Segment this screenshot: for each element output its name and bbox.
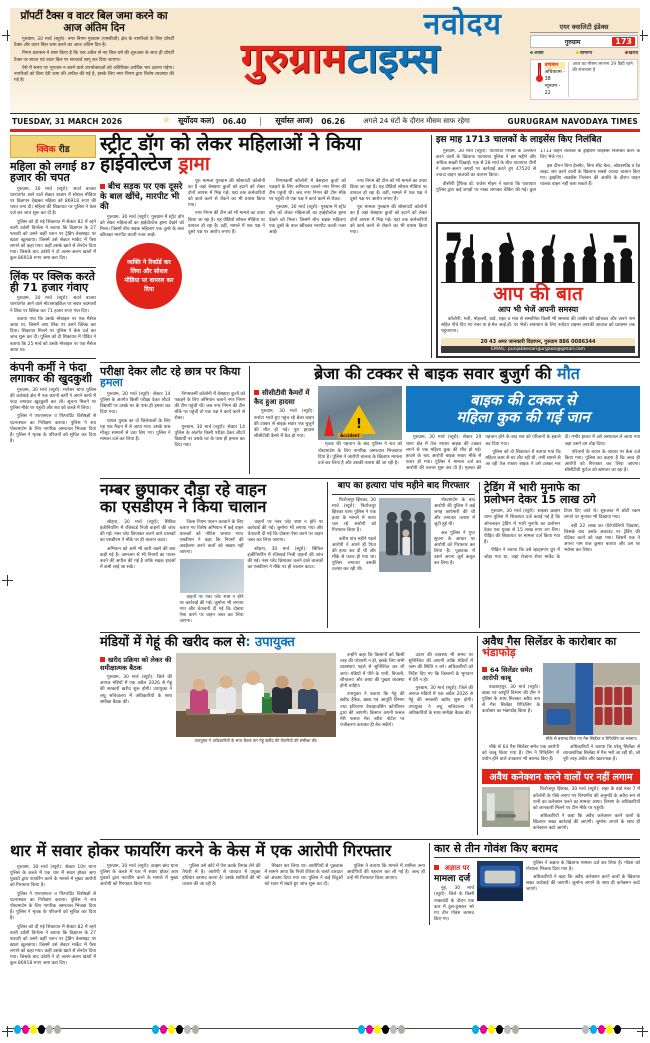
sunset-label: सूर्यास्त आज) bbox=[275, 116, 314, 125]
sdm-headline-2: का एसडीएम ने किया चालान bbox=[100, 497, 267, 517]
left-story2-headline: लिंक पर क्लिक करते ही 71 हजार गंवाए bbox=[10, 269, 95, 294]
newspaper-logo bbox=[160, 7, 520, 82]
license-p3: इस दौरान बिना हेलमेट, बिना सीट बेल्ट, ओवरस्पीड व रेड लाइट जंप करने वालों के खिलाफ सबसे ज्यादा चालान किए गए। ड्राइविंग लाइसेंस निलंबन की अवधि के दौरान वाहन चालक वाहन नहीं चला सकते हैं। bbox=[540, 163, 640, 187]
right-rail-top bbox=[436, 135, 640, 358]
content-grid bbox=[10, 135, 640, 925]
thar-body: गुरुग्राम, 30 मार्च (ब्यूरो): क्राइम ब्रांच थाना पुलिस के कब्जे में थार में सवार होकर आए युवकों द्वारा फायरिंग करने के मामले में मुख्य आरोपी को गिरफ्तार किया गया। पुलिस उसे कोर्ट में पेश करके रिमांड लेने की तैयारी में है। आरोपी से वारदात में प्रयुक्त हथियार बरामद करना है। उसके साथियों की भी तलाश की जा रही है। शिकार कर लिया था। आरोपियों से पूछताछ में सामने आया कि निजी रंजिश के चलते वारदात को अंजाम दिया गया था। पुलिस ने कई बिंदुओं को ध्यान में रखते हुए जांच शुरू कर दी। पुलिस ने बताया कि मामले में शामिल अन्य आरोपियों की पहचान कर ली गई है। जल्द ही उन्हें भी गिरफ्तार किया जाएगा। bbox=[100, 863, 425, 887]
left-story1-headline: महिला को लगाई 87 हजार की चपत bbox=[10, 160, 96, 185]
aqi-legend-good: अच्छा bbox=[530, 50, 544, 56]
temperature-widget bbox=[530, 59, 638, 100]
brezza-band bbox=[254, 363, 640, 475]
masthead-story-p2: निगम प्रशासन ने स्पष्ट किया है कि एक अप्रैल से नए बिल वर्ष की शुरुआत के साथ ही प्रॉपर्टी टैक्स पर ब्याज एवं वाटर बिल पर सरचार्ज लागू कर दिया जाएगा। bbox=[14, 51, 174, 63]
lead-story-col3 bbox=[269, 179, 346, 312]
aap-ki-baat-body: कॉलोनी, गली, मोहल्लों, वार्ड, शहर व गांव से सम्बन्धित किसी भी समस्या की तस्वीर को खींचकर और अपने नाम सहित नीचे दिए गए नंबर या ई-मेल आई.डी. पर भेजें। समाधान के लिए नवोदय टाइम्स आपकी आवाज को प्रशासन तक पहुंचाएगा। bbox=[441, 317, 635, 335]
aap-ki-baat-email: EMAIL: punjabkesarigurgaon@gmail.com bbox=[441, 346, 635, 353]
illegal-conn-body: फिरोजपुर झिरका, 30 मार्च (ब्यूरो): शहर के वार्ड नंबर 7 में कॉलोनी के पीछे लगाए गए विभागीय की अनुमति के अवैध रूप से पानी का कनेक्शन करने का मामला आया। विभाग के अधिकारियों को जानकारी मिलने पर टीम मौके पर पहुंची। अधिकारियों ने कहा कि अवैध कनेक्शन करने वालों के खिलाफ सख्त कार्रवाई की जाएगी। जुर्माना लगाने के साथ ही कनेक्शन काटे जाएंगे। bbox=[533, 787, 640, 832]
green-dot-icon bbox=[530, 51, 533, 54]
murderer-photo bbox=[379, 498, 431, 576]
thermometer-icon bbox=[533, 62, 543, 97]
murderer-col1: फिरोजपुर झिरका, 30 मार्च (ब्यूरो): फिरोजपुर झिरका थाना पुलिस ने एक हत्या के मामले में फरार चल रहे आरोपी को गिरफ्तार किया है। करीब पांच महीने पहले आरोपी ने अपने ही पिता की हत्या कर दी थी और मौके से फरार हो गया था। पुलिस लगातार उसकी तलाश कर रही थी। bbox=[332, 497, 376, 573]
trading-headline-1: ट्रेडिंग में भारी मुनाफे का bbox=[484, 481, 580, 495]
aap-ki-baat-title: आप की बात bbox=[493, 283, 583, 305]
warning-triangle-icon bbox=[342, 405, 376, 434]
aqi-legend-moderate: सामान्य bbox=[576, 50, 592, 56]
left-story3-p1: गुरुग्राम, 30 मार्च (ब्यूरो): मानेसर थाना पुलिस की कार्रवाई क्षेत्र में एक कंपनी कर्मी ने अपने कमरे में फंदा लगाकर खुदकुशी कर ली। सूचना मिलने पर पुलिस मौके पर पहुंची और शव को कब्जे में लिया। bbox=[10, 387, 96, 411]
sdm-col2: जिला नियम पालन करवाने के लिए चलाए गए विशेष अभियान में कई वाहन चालकों को नोटिस थमाया गया। एसडीएम ने कहा कि नियमों की अवहेलना करने वालों को बख्शा नहीं जाएगा। वाहनों पर नंबर प्लेट स्पष्ट न होने पर कार्रवाई की गई। जुर्माना भी लगाया गया और चेतावनी दी गई कि दोबारा ऐसा करने पर वाहन जब्त कर लिया जाएगा। bbox=[179, 519, 244, 625]
cook-body: गुरुग्राम, 30 मार्च (ब्यूरो): सेक्टर 29 थाना क्षेत्र में तेज रफ्तार बाइक की टक्कर लगने से एक महिला कुक की मौत हो गई। हादसे के बाद आरोपी बाइक सवार मौके से फरार हो गया। पुलिस ने मामला दर्ज कर आरोपी की तलाश शुरू कर दी है। मृतका की पहचान होने के बाद शव को परिजनों के हवाले कर दिया गया। पुलिस को दी शिकायत में बताया गया कि महिला काम से घर लौट रही थी, तभी सामने से आ रही तेज रफ्तार बाइक ने उसे टक्कर मार दी। गंभीर हालत में उसे अस्पताल ले जाया गया जहां उसने दम तोड़ दिया। परिजनों के बयान के आधार पर केस दर्ज किया गया। पुलिस का कहना है कि जल्द ही आरोपी को गिरफ्तार कर लिया जाएगा। सीसीटीवी फुटेज को खंगाला जा रहा है। bbox=[406, 435, 640, 474]
date-strip bbox=[10, 113, 640, 132]
lead-p1: गुरुग्राम, 30 मार्च (ब्यूरो): गुरुग्राम में स्ट्रीट डॉग को लेकर महिलाओं का हाईवोल्टेज ड्रामा देखने को मिला। जिसमें बीच सड़क महिलाएं एक दूसरे के बाल खींचकर मारपीट करती नजर आईं। bbox=[100, 214, 184, 238]
license-p2: डीसीपी ट्रैफिक डॉ. राजेश मोहन ने बताया कि यातायात पुलिस द्वारा कई जगहों पर नाका लगाकर चेकिंग की गई। कुल 1713 वाहन चालकों के ड्राइविंग लाइसेंस निलंबित करने के लिए भेजे गए। bbox=[436, 149, 640, 194]
temp-note: आज का मौसम लगभग 29 डिग्री रहने की संभावना है bbox=[572, 62, 633, 73]
masthead-story-headline: प्रॉपर्टी टैक्स व वाटर बिल जमा करने का आज अंतिम दिन bbox=[20, 10, 168, 34]
cow-story bbox=[434, 843, 640, 925]
cow-car-photo bbox=[477, 861, 523, 901]
sunrise-label: सूर्योदय कल) bbox=[178, 116, 215, 125]
sun-times bbox=[162, 116, 345, 126]
aqi-legend-poor: खराब bbox=[625, 50, 638, 56]
weather-forecast: अगले 24 घंटों के दौरान मौसम साफ रहेगा bbox=[363, 116, 470, 125]
aap-ki-baat-subtitle: आप भी भेजें अपनी समस्या bbox=[497, 305, 579, 314]
exam-p1: गुरुग्राम, 30 मार्च (ब्यूरो): सेक्टर 14 पुलिस के अंतर्गत किसी परीक्षा देकर लौटते विद्यार्थी पर उसके घर के पास ही हमला कर दिया गया। bbox=[100, 391, 171, 415]
exam-p4: गुरुग्राम, 30 मार्च (ब्यूरो): सेक्टर 14 पुलिस के अंतर्गत किसी परीक्षा देकर लौटते विद्यार्थी पर उसके घर के पास ही हमला कर दिया गया। bbox=[174, 424, 245, 448]
aap-ki-baat-phone: 20 43 अमर जानकारी विज्ञापन, गुरुग्राम 886 0086344 bbox=[441, 338, 635, 346]
gas-headline: अवैध गैस सिलेंडर के कारोबार का भंडाफोड़ bbox=[482, 634, 617, 660]
exam-story-body bbox=[100, 392, 245, 449]
gas-body: मौके से 64 गैस सिलेंडर समेत एक आरोपी को काबू किया गया है। टीम ने रिफिलिंग में प्रयोग होने वाले उपकरण भी बरामद किए हैं। अधिकारियों ने बताया कि घरेलू सिलेंडर से व्यावसायिक सिलेंडर में गैस भरी जा रही थी, जो पूरी तरह अवैध और खतरनाक है। bbox=[482, 744, 640, 762]
lead-p2b: नगर निगम की टीम को भी मामले का उधार किया जा रहा है। यह वीडियो सोशल मीडिया पर वायरल हो रहा है। वहीं, मामले में एक पक्ष ने दूसरे पक्ष पर आरोप लगाए हैं। bbox=[188, 211, 265, 235]
trading-story bbox=[484, 482, 640, 627]
quick-read-banner bbox=[10, 135, 96, 158]
masthead-top-story bbox=[14, 10, 174, 86]
red-dot-icon bbox=[625, 51, 628, 54]
left-story2-p2: बताया गया कि उसके मोबाइल पर एक मैसेज आया था, जिसमें आए लिंक पर उसने क्लिक कर दिया। शिकायत मिलने पर पुलिस ने केस दर्ज कर जांच शुरू कर दी। पुलिस को दी शिकायत में पीड़ित ने बताया कि 25 मार्च को उसके मोबाइल पर एक मैसेज आया था। bbox=[10, 317, 96, 353]
license-story-body bbox=[436, 149, 640, 219]
sdm-story bbox=[100, 482, 328, 627]
lead-p2: पूरा मामला गुरुग्राम की सोसायटी कॉलोनी का है जहां बेसहारा कुत्तों को हटाने को लेकर दोनों आपस में भिड़ गई। यहां तक कर्मचारियों को कार्य करने से रोकने का भी प्रयास किया गया। bbox=[188, 178, 265, 208]
quick-read-label-black: रीड bbox=[58, 145, 70, 155]
aqi-widget bbox=[530, 22, 638, 100]
murderer-col2: पोस्टमार्टम के बाद आरोपी की पुलिस ने कई जगह छापेमारी की थी और लगातार तलाश में जुटी हुई थी। अब पुलिस ने गुप्त सूचना के आधार पर आरोपी को गिरफ्तार कर लिया है। पूछताछ में उसने अपना जुर्म कबूल कर लिया है। bbox=[434, 497, 475, 567]
sdm-headline-1: नम्बर छुपाकर दौड़ा रहे वाहन bbox=[100, 480, 267, 500]
lead-story-col1 bbox=[100, 215, 184, 239]
cook-bluebox bbox=[406, 386, 640, 432]
gas-subhead: 64 सिलेंडर समेत आरोपी काबू bbox=[482, 666, 540, 682]
cow-subhead-wrap: अज्ञात पर मामला दर्ज नूंह, 30 मार्च (ब्यूरो): जिले के किसी नाकाबंदी के दौरान एक कार में ठूंस-ठूंसकर भरे गए तीन गोवंश बरामद किए गए। bbox=[434, 863, 474, 922]
temp-min: न्यूनतम - 22 bbox=[544, 84, 561, 96]
temp-label: तापमान bbox=[545, 62, 566, 69]
aap-ki-baat-box bbox=[436, 222, 640, 358]
gas-photo-wrap bbox=[543, 663, 640, 743]
exam-attack-story bbox=[100, 366, 250, 475]
gas-story bbox=[482, 636, 640, 835]
left-story3-headline: कंपनी कर्मी ने फंदा लगाकर की खुदकुशी bbox=[10, 360, 93, 386]
cow-photo-wrap bbox=[477, 861, 523, 926]
lead-story-callout: व्यक्ति ने रिकॉर्ड कर लिया और सोशल मीडिया पर वायरल कर दिया bbox=[116, 243, 182, 309]
lead-story-headline: स्ट्रीट डॉग को लेकर महिलाओं ने किया हाईवोल्टेज ड्रामा bbox=[100, 133, 362, 175]
left-story1-body bbox=[10, 187, 96, 263]
aqi-title: एयर क्वालिटी इंडेक्स bbox=[530, 22, 638, 33]
license-p1: गुरुग्राम, 30 मार्च (ब्यूरो): यातायात नियमों के उल्लंघन करने वालों के खिलाफ यातायात पुलिस ने इस महीने और अधिक सख्ती दिखाई। एक से 28 मार्च के बीच यातायात टीमों ने अलग-अलग जगहों पर कार्रवाई करते हुए 47520 से ज्यादा वाहन चालकों का चालान किया। bbox=[436, 149, 536, 179]
gas-photo-caption: मौके से बरामद किए गए गैस सिलेंडर व रिफिलिंग का सामान। bbox=[545, 735, 638, 741]
accident-photo bbox=[318, 386, 402, 440]
cook-story bbox=[406, 386, 640, 474]
masthead-story-p3: ऐसे में समय पर भुगतान न करने वाले उपभोक्ताओं को अतिरिक्त आर्थिक भार उठाना पड़ेगा। नागरिकों को बिना देरी जमा की अपील की गई है, इसके लिए नगर निगम द्वारा विशेष व्यवस्था की गई है। bbox=[14, 65, 174, 84]
mandi-photo-caption: उपायुक्त ने अधिकारियों के साथ बैठक कर गेहूं खरीद की तैयारियों की समीक्षा की। bbox=[194, 738, 318, 744]
quick-read-label-red: क्विक bbox=[36, 145, 56, 155]
exam-p3: निगमकर्मी कॉलोनी में बेसहारा कुत्तों को पकड़ने के लिए अभियान चलाने नगर निगम की टीम पहुंची थी। जब नगर निगम की टीम मौके पर पहुंची तो एक पक्ष ने कार्य करने से रोका। bbox=[174, 391, 245, 422]
brezza-subhead: सीसीटीवी कैमरों में कैद हुआ हादसा bbox=[254, 389, 314, 406]
sdm-col3: वाहनों पर नंबर प्लेट स्पष्ट न होने पर कार्रवाई की गई। जुर्माना भी लगाया गया और चेतावनी दी गई कि दोबारा ऐसा करने पर वाहन जब्त कर लिया जाएगा। सोहना, 30 मार्च (ब्यूरो): सिविल इंजीनियरिंग में रजिस्टर्ड निजी वाहनों की जांच की गई। नंबर प्लेट छिपाकर चलने वाले चालकों का एसडीएम ने मौके पर ही चालान काटा। bbox=[247, 519, 323, 570]
mandi-meeting-photo bbox=[176, 653, 336, 737]
mandi-col1: खरीद प्रक्रिया को लेकर की समीक्षात्मक बैठक गुरुग्राम, 30 मार्च (ब्यूरो): जिले की अनाज मंडियों में एक अप्रैल 2026 से गेहूं की सरकारी खरीद शुरू होगी। उपायुक्त ने लघु सचिवालय में अधिकारियों के साथ समीक्षा बैठक की। bbox=[100, 656, 172, 705]
left-story2-p1: गुरुग्राम, 30 मार्च (ब्यूरो): सदर्न बाजार थानांतर्गत आने वाले मोटरसाइकिल पर सवार बदमाशों ने लिंक पर क्लिक कर 71 हजार रुपए गंवा दिए। bbox=[10, 296, 96, 314]
aqi-legend bbox=[530, 50, 638, 56]
temperature-values bbox=[543, 62, 570, 97]
gas-cylinder-photo bbox=[543, 663, 640, 735]
sdm-photo bbox=[180, 559, 244, 593]
lead-p3b: गुरुग्राम, 30 मार्च (ब्यूरो): गुरुग्राम में स्ट्रीट डॉग को लेकर महिलाओं का हाईवोल्टेज ड्रामा देखने को मिला। जिसमें बीच सड़क महिलाएं एक दूसरे के बाल खींचकर मारपीट करती नजर आईं। bbox=[269, 205, 346, 235]
exam-p2: घायल युवक का दो जिलेबाजों के लिए यह एक मैदान में ले जाया गया। उसके पास मौजूद सामानों से उठा लिए गए। पुलिस ने मामला दर्ज कर लिया है। bbox=[100, 418, 171, 442]
illegal-conn-photo-wrap bbox=[482, 787, 530, 835]
trading-body: गुरुग्राम, 30 मार्च (ब्यूरो): साइबर क्राइम थाना पुलिस में शिकायत दर्ज कराई गई है कि ऑनलाइन ट्रेडिंग में भारी मुनाफे का प्रलोभन देकर एक युवक से 15 लाख रुपए ठग लिए। पीड़ित की शिकायत पर मामला दर्ज किया गया है। पीड़ित ने बताया कि उसे व्हाट्सएप ग्रुप में जोड़ा गया था, जहां रोजाना शेयर मार्केट के टिप्स दिए जाते थे। शुरुआत में छोटी रकम लगाने पर मुनाफा भी दिखाया गया। वहीं 22 लाख का पोर्टफोलियो दिखाया, जिसके बाद उसके अकाउंट पर ट्रेडिंग की प्रोटेक्ट करने को कहा गया। जिसमें एक ने अपना नाम राज कुमार बताया और उस पर भरोसा कर लिया। bbox=[484, 509, 640, 560]
left-story1-p2: पुलिस को दी गई शिकायत में सेक्टर 82 में रहने वाली उर्वशी विनोला ने बताया कि विज्ञापन के 27 फरवरी को उसने कहीं प्लान पर ट्रेडिंग वेबसाइट पर खाता खुलवाया। जिसमें उसे सेक्टर मार्केट में पैसा लगाने को कहा गया। कहीं उसके खाते से लेनदेन दिया गया। जिसके बाद उर्वशी ने दो अलग-अलग खातों में कुल 86918 रुपए जमा करा दिए। bbox=[10, 219, 96, 262]
aqi-value: 173 bbox=[612, 37, 635, 46]
murderer-headline: बाप का हत्यारा पांच महीने बाद गिरफ्तार bbox=[332, 482, 475, 494]
brezza-photo-wrap bbox=[318, 386, 402, 474]
mandi-headline: मंडियों में गेहूं की खरीद कल से: उपायुक्त bbox=[100, 634, 295, 650]
temp-max: अधिकतम - 38 bbox=[544, 70, 566, 82]
lead-p3: निगमकर्मी कॉलोनी में बेसहारा कुत्तों को पकड़ने के लिए अभियान चलाने नगर निगम की टीम पहुंची थी। जब नगर निगम की टीम मौके पर पहुंची तो एक पक्ष ने कार्य करने से रोका। bbox=[269, 178, 346, 202]
left-story2-body bbox=[10, 296, 96, 353]
illegal-conn-headline: अवैध कनेक्शन करने वालों पर नहीं लगाम bbox=[482, 769, 640, 784]
cow-subhead: अज्ञात पर bbox=[434, 864, 474, 873]
lead-story-left bbox=[100, 179, 184, 312]
lead-story-col4 bbox=[350, 179, 427, 312]
exam-story-headline: परीक्षा देकर लौट रहे छात्र पर किया हमला bbox=[100, 364, 241, 390]
crowd-silhouette-icon bbox=[441, 227, 635, 283]
illegal-conn-photo bbox=[482, 787, 530, 827]
cow-body: पुलिस ने अज्ञात के खिलाफ मामला दर्ज कर लिया है। गोवंश को गोशाला भिजवा दिया गया है। अधिकारियों ने कहा कि अवैध कनेक्शन करने वालों के खिलाफ सख्त कार्रवाई की जाएगी। जुर्माना लगाने के साथ ही कनेक्शन काटे जाएंगे। bbox=[526, 860, 640, 893]
yellow-dot-icon bbox=[576, 51, 579, 54]
cook-headline-1: बाइक की टक्कर से bbox=[470, 391, 576, 410]
logo-times: टाइम्स bbox=[346, 34, 440, 82]
sunrise-value: 06.40 bbox=[222, 116, 247, 126]
masthead bbox=[10, 8, 640, 113]
left-story3-p2: पुलिस ने एफएसएल व फिंगरप्रिंट विशेषज्ञों से घटनास्थल का निरीक्षण कराया। पुलिस ने शव पोस्टमार्टम के लिए नागरिक अस्पताल भिजवा दिया है। पुलिस ने मृतक के परिजनों को सूचित कर दिया है। bbox=[10, 414, 96, 444]
gas-col1: 64 सिलेंडर समेत आरोपी काबू बादशाहपुर, 30 मार्च (ब्यूरो): खाद्य एवं आपूर्ति विभाग की टीम ने पुलिस के साथ मिलकर अवैध रूप से गैस सिलेंडर रिफिलिंग के कारोबार का भंडाफोड़ किया है। bbox=[482, 665, 540, 714]
left-story4-body: गुरुग्राम, 30 मार्च (ब्यूरो): सेक्टर 10ए थाना पुलिस के कब्जे में एक थार में सवार होकर आए युवकों द्वारा फायरिंग करने के मामले में मुख्य आरोपी को गिरफ्तार किया है। पुलिस ने एफएसएल व फिंगरप्रिंट विशेषज्ञों से घटनास्थल का निरीक्षण कराया। पुलिस ने शव पोस्टमार्टम के लिए नागरिक अस्पताल भिजवा दिया है। पुलिस ने मृतक के परिजनों को सूचित कर दिया है। पुलिस को दी गई शिकायत में सेक्टर 82 में रहने वाली उर्वशी विनोला ने बताया कि विज्ञापन के 27 फरवरी को उसने कहीं प्लान पर ट्रेडिंग वेबसाइट पर खाता खुलवाया। जिसमें उसे सेक्टर मार्केट में पैसा लगाने को कहा गया। कहीं उसके खाते से लेनदेन दिया गया। जिसके बाद उर्वशी ने दो अलग-अलग खातों में कुल 86918 रुपए जमा करा दिए। bbox=[10, 865, 96, 967]
trading-headline-2: प्रलोभन देकर 15 लाख ठगे bbox=[484, 492, 596, 506]
left-column-bottom bbox=[10, 865, 96, 970]
sun-icon: ☼ bbox=[162, 116, 171, 126]
brezza-headline: ब्रेजा की टक्कर से बाइक सवार बुजुर्ग की मौत bbox=[314, 363, 580, 383]
mandi-subhead: खरीद प्रक्रिया को लेकर की समीक्षात्मक बैठक bbox=[100, 656, 172, 673]
left-story3-body bbox=[10, 388, 96, 445]
crop-mark-ml bbox=[2, 575, 13, 586]
murderer-story bbox=[332, 482, 480, 627]
accident-caption-tag: Accident bbox=[340, 433, 360, 439]
brezza-left bbox=[254, 386, 314, 474]
mandi-col3: उन्होंने कहा कि किसानों को किसी तरह की परेशानी न हो, इसके लिए सभी व्यवस्थाएं पहले से सुनिश्चित कर ली जाएं। मंडियों में पीने के पानी, बिजली, शौचालय और छाया की पुख्ता व्यवस्था होनी चाहिए। उपायुक्त ने बताया कि गेहूं की खरीद हैफेड, खाद्य एवं आपूर्ति विभाग तथा हरियाणा वेयरहाउसिंग कॉर्पोरेशन द्वारा की जाएगी। किसान अपनी फसल मेरी फसल मेरा ब्यौरा पोर्टल पर पंजीकरण कराकर ही बेच सकेंगे। bbox=[340, 653, 405, 728]
lead-p4: नगर निगम की टीम को भी मामले का उधार किया जा रहा है। यह वीडियो सोशल मीडिया पर वायरल हो रहा है। वहीं, मामले में एक पक्ष ने दूसरे पक्ष पर आरोप लगाए हैं। bbox=[350, 178, 427, 202]
left-story1-p1: गुरुग्राम, 30 मार्च (ब्यूरो): सदर्न बाजार थानांतर्गत आने वाले सेक्टर बाजार में सोशल मीडिया पर विज्ञापन देखकर महिला को 86918 रुपए की चपत लगा दी। महिला की शिकायत पर पुलिस ने केस दर्ज कर जांच शुरू कर दी है। bbox=[10, 186, 96, 217]
sdm-col1: सोहना, 30 मार्च (ब्यूरो): सिविल इंजीनियरिंग में रजिस्टर्ड निजी वाहनों की जांच की गई। नंबर प्लेट छिपाकर चलने वाले चालकों का एसडीएम ने मौके पर ही चालान काटा। अभियान को आगे भी जारी रखने की बात कही गई है। आमजन से भी नियमों का पालन करने की अपील की गई है ताकि सड़क हादसों में कमी लाई जा सके। bbox=[100, 519, 176, 570]
thar-headline: थार में सवार होकर फायरिंग करने के केस में एक आरोपी गिरफ्तार bbox=[10, 841, 392, 861]
mandi-col4: उठान की व्यवस्था भी समय पर सुनिश्चित की जाएगी ताकि मंडियों में जाम की स्थिति न बने। अधिकारियों को निर्देश दिए गए कि किसानों के भुगतान में देरी न हो। गुरुग्राम, 30 मार्च (ब्यूरो): जिले की अनाज मंडियों में एक अप्रैल 2026 से गेहूं की सरकारी खरीद शुरू होगी। उपायुक्त ने लघु सचिवालय में अधिकारियों के साथ समीक्षा बैठक की। bbox=[408, 653, 473, 716]
brezza-col2: मृतक की पहचान के बाद पुलिस ने शव को पोस्टमार्टम के लिए नागरिक अस्पताल भिजवाया दिया है। पुलिस ने आरोपी चालक के खिलाफ मामला दर्ज कर लिया है और उसकी तलाश की जा रही है। bbox=[318, 442, 402, 466]
logo-gurugram-times bbox=[160, 34, 520, 82]
sunset-value: 06.26 bbox=[321, 116, 345, 126]
mandi-photo-wrap bbox=[176, 653, 336, 745]
lead-story-col2 bbox=[188, 179, 265, 312]
left-column bbox=[10, 135, 96, 925]
cmyk-registration-bar bbox=[0, 1023, 650, 1039]
cow-subhead-2: मामला दर्ज bbox=[434, 874, 471, 884]
issue-date: TUESDAY, 31 MARCH 2026 bbox=[12, 116, 123, 126]
brezza-col1: गुरुग्राम, 30 मार्च (ब्यूरो): फर्राटा भरते हुए पहुंच रहे ब्रेजा वाहन की टक्कर से बाइक सवार एक बुजुर्ग की मौत हो गई। पूरा हादसा सीसीटीवी कैमरे में कैद हो गया। bbox=[254, 409, 314, 439]
brand-credit: GURUGRAM NAVODAYA TIMES bbox=[507, 116, 638, 126]
lead-story-subhead: बीच सड़क पर एक दूसरे के बाल खींचे, मारपीट भी की bbox=[100, 181, 183, 212]
logo-navodaya: नवोदय bbox=[423, 7, 502, 42]
cow-headline: कार से तीन गोवंश किए बरामद bbox=[434, 843, 640, 857]
mandi-story bbox=[100, 636, 478, 835]
lead-p4b: पूरा मामला गुरुग्राम की सोसायटी कॉलोनी का है जहां बेसहारा कुत्तों को हटाने को लेकर दोनों आपस में भिड़ गई। यहां तक कर्मचारियों को कार्य करने से रोकने का भी प्रयास किया गया। bbox=[350, 205, 427, 235]
aqi-row bbox=[530, 35, 638, 48]
logo-gurugram: गुरुग्राम bbox=[240, 34, 347, 82]
cook-headline-2: महिला कुक की गई जान bbox=[456, 408, 590, 427]
aqi-city: गुरुग्राम bbox=[564, 38, 581, 46]
lead-story bbox=[100, 135, 432, 358]
license-story-headline: इस माह 1713 चालकों के लाइसेंस किए निलंबित bbox=[436, 135, 602, 145]
masthead-story-p1: गुरुग्राम, 30 मार्च (ब्यूरो): नगर निगम गुरुग्राम (एमसीजी) क्षेत्र के नागरिकों के लिए प्रॉपर्टी टैक्स और वाटर बिल जमा करने का आज अंतिम दिन है। bbox=[14, 37, 174, 49]
